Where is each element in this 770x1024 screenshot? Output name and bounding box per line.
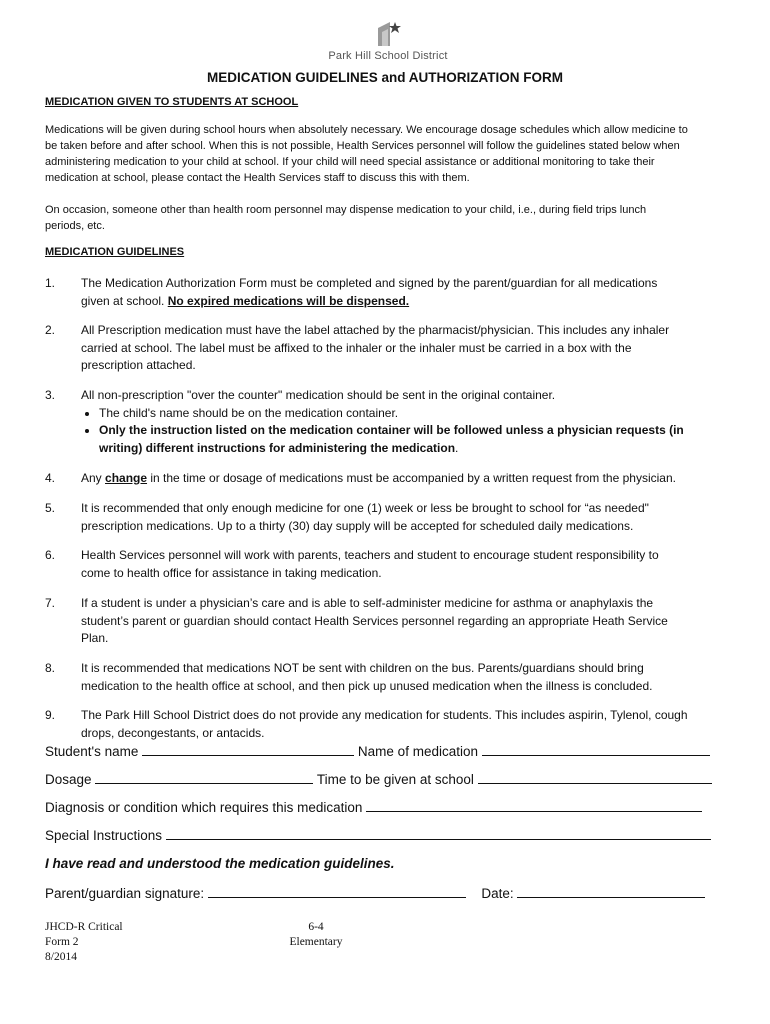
item-number: 1. (45, 276, 56, 290)
medication-name-label: Name of medication (357, 744, 478, 759)
intro-line: Medications will be given during school hours when absolutely necessary. We encourage dosage schedules which allow medicine to (45, 124, 688, 136)
item-number: 4. (45, 471, 56, 485)
item-number: 9. (45, 708, 56, 722)
item-line: given at school. (81, 293, 168, 308)
diagnosis-label: Diagnosis or condition which requires this medication (45, 800, 363, 815)
section-heading-guidelines: MEDICATION GUIDELINES (45, 246, 185, 258)
item-text: Any (81, 471, 106, 485)
diagnosis-row (45, 799, 702, 815)
footer-left (45, 920, 123, 965)
time-field[interactable] (478, 771, 712, 784)
item-line: prescription medications. Up to a thirty (30) day supply will be accepted for scheduled daily medications. (81, 518, 634, 533)
dosage-label: Dosage (45, 772, 92, 787)
dosage-time-row (45, 771, 712, 787)
bullet-item: • The child's name should be on the medication container. (99, 405, 731, 423)
occasion-paragraph (45, 202, 735, 234)
dosage-field[interactable] (95, 771, 313, 784)
school-level: Elementary (289, 936, 343, 948)
item-line: All non-prescription "over the counter" medication should be sent in the original container. (81, 388, 556, 402)
item-line: come to health office for assistance in taking medication. (81, 565, 382, 580)
district-name: Park Hill School District (328, 50, 448, 62)
item-line: Health Services personnel will work with parents, teachers and student to encourage student responsibility to (81, 548, 659, 562)
item-line: All Prescription medication must have the label attached by the pharmacist/physician. This includes any inhaler (81, 323, 670, 337)
student-medication-row (45, 743, 710, 759)
item-number: 8. (45, 661, 56, 675)
section-heading-given-at-school: MEDICATION GIVEN TO STUDENTS AT SCHOOL (45, 96, 299, 108)
page-title: MEDICATION GUIDELINES and AUTHORIZATION FORM (207, 70, 563, 85)
item-line: It is recommended that only enough medicine for one (1) week or less be brought to school for “as needed" (81, 501, 649, 515)
occasion-line: On occasion, someone other than health room personnel may dispense medication to your child, i.e., during field trips lunch (45, 204, 647, 216)
item-number: 2. (45, 323, 56, 337)
item-number: 5. (45, 501, 56, 515)
item-line: If a student is under a physician’s care and is able to self-administer medicine for asthma or anaphylaxis the (81, 596, 654, 610)
item-line: drops, decongestants, or antacids. (81, 725, 265, 740)
special-instructions-label: Special Instructions (45, 828, 163, 843)
policy-code: JHCD-R Critical (45, 921, 123, 933)
special-instructions-row (45, 827, 711, 843)
special-instructions-field[interactable] (166, 827, 711, 840)
item-line: carried at school. The label must be affixed to the inhaler or the inhaler must be carried in a box with the (81, 340, 632, 355)
occasion-line: periods, etc. (45, 220, 105, 232)
intro-paragraph (45, 122, 735, 186)
item-number: 6. (45, 548, 56, 562)
footer-center (270, 920, 362, 950)
item-line: medication to the health office at school, and then pick up unused medication when the illness is concluded. (81, 678, 653, 693)
bullet-bold-text: writing) different instructions for administering the medication (99, 440, 456, 455)
bullet-period: . (455, 440, 459, 455)
student-name-field[interactable] (142, 743, 354, 756)
medication-name-field[interactable] (482, 743, 710, 756)
item-line: The Park Hill School District does do not provide any medication for students. This includes aspirin, Tylenol, cough (81, 708, 688, 722)
time-label: Time to be given at school (316, 772, 474, 787)
student-name-label: Student's name (45, 744, 139, 759)
signature-row (45, 885, 705, 901)
signature-field[interactable] (208, 885, 466, 898)
change-emphasis: change (105, 471, 148, 485)
acknowledgement-statement: I have read and understood the medication guidelines. (45, 856, 395, 871)
bullet-item (99, 422, 731, 457)
date-field[interactable] (517, 885, 705, 898)
item-line: The Medication Authorization Form must be completed and signed by the parent/guardian for all medications (81, 276, 658, 290)
item-line: It is recommended that medications NOT be sent with children on the bus. Parents/guardians should bring (81, 661, 644, 675)
signature-label: Parent/guardian signature: (45, 886, 205, 901)
item-line: student’s parent or guardian should contact Health Services personnel regarding an appropriate Heath Service (81, 613, 668, 628)
expired-warning: No expired medications will be dispensed. (167, 293, 410, 308)
revision-date: 8/2014 (45, 951, 77, 963)
item-line: Plan. (81, 631, 109, 645)
bullet-bold-text: Only the instruction listed on the medication container will be followed unless a physician requests (in (99, 423, 684, 437)
intro-line: medication at school, please contact the Health Services staff to discuss this with them. (45, 172, 470, 184)
page-number: 6-4 (308, 921, 324, 933)
item-number: 7. (45, 596, 56, 610)
intro-line: be taken before and after school. When this is not possible, Health Services personnel will follow the guidelines stated below when (45, 140, 680, 152)
diagnosis-field[interactable] (366, 799, 702, 812)
item-number: 3. (45, 388, 56, 402)
date-label: Date: (481, 886, 514, 901)
district-logo (318, 20, 458, 66)
form-number: Form 2 (45, 936, 79, 948)
item-text: in the time or dosage of medications must be accompanied by a written request from the physician. (147, 471, 676, 485)
intro-line: administering medication to your child at school. If your child will need special assistance or additional monitoring to take their (45, 156, 655, 168)
item-line: prescription attached. (81, 358, 196, 372)
district-logo-icon (368, 20, 408, 48)
